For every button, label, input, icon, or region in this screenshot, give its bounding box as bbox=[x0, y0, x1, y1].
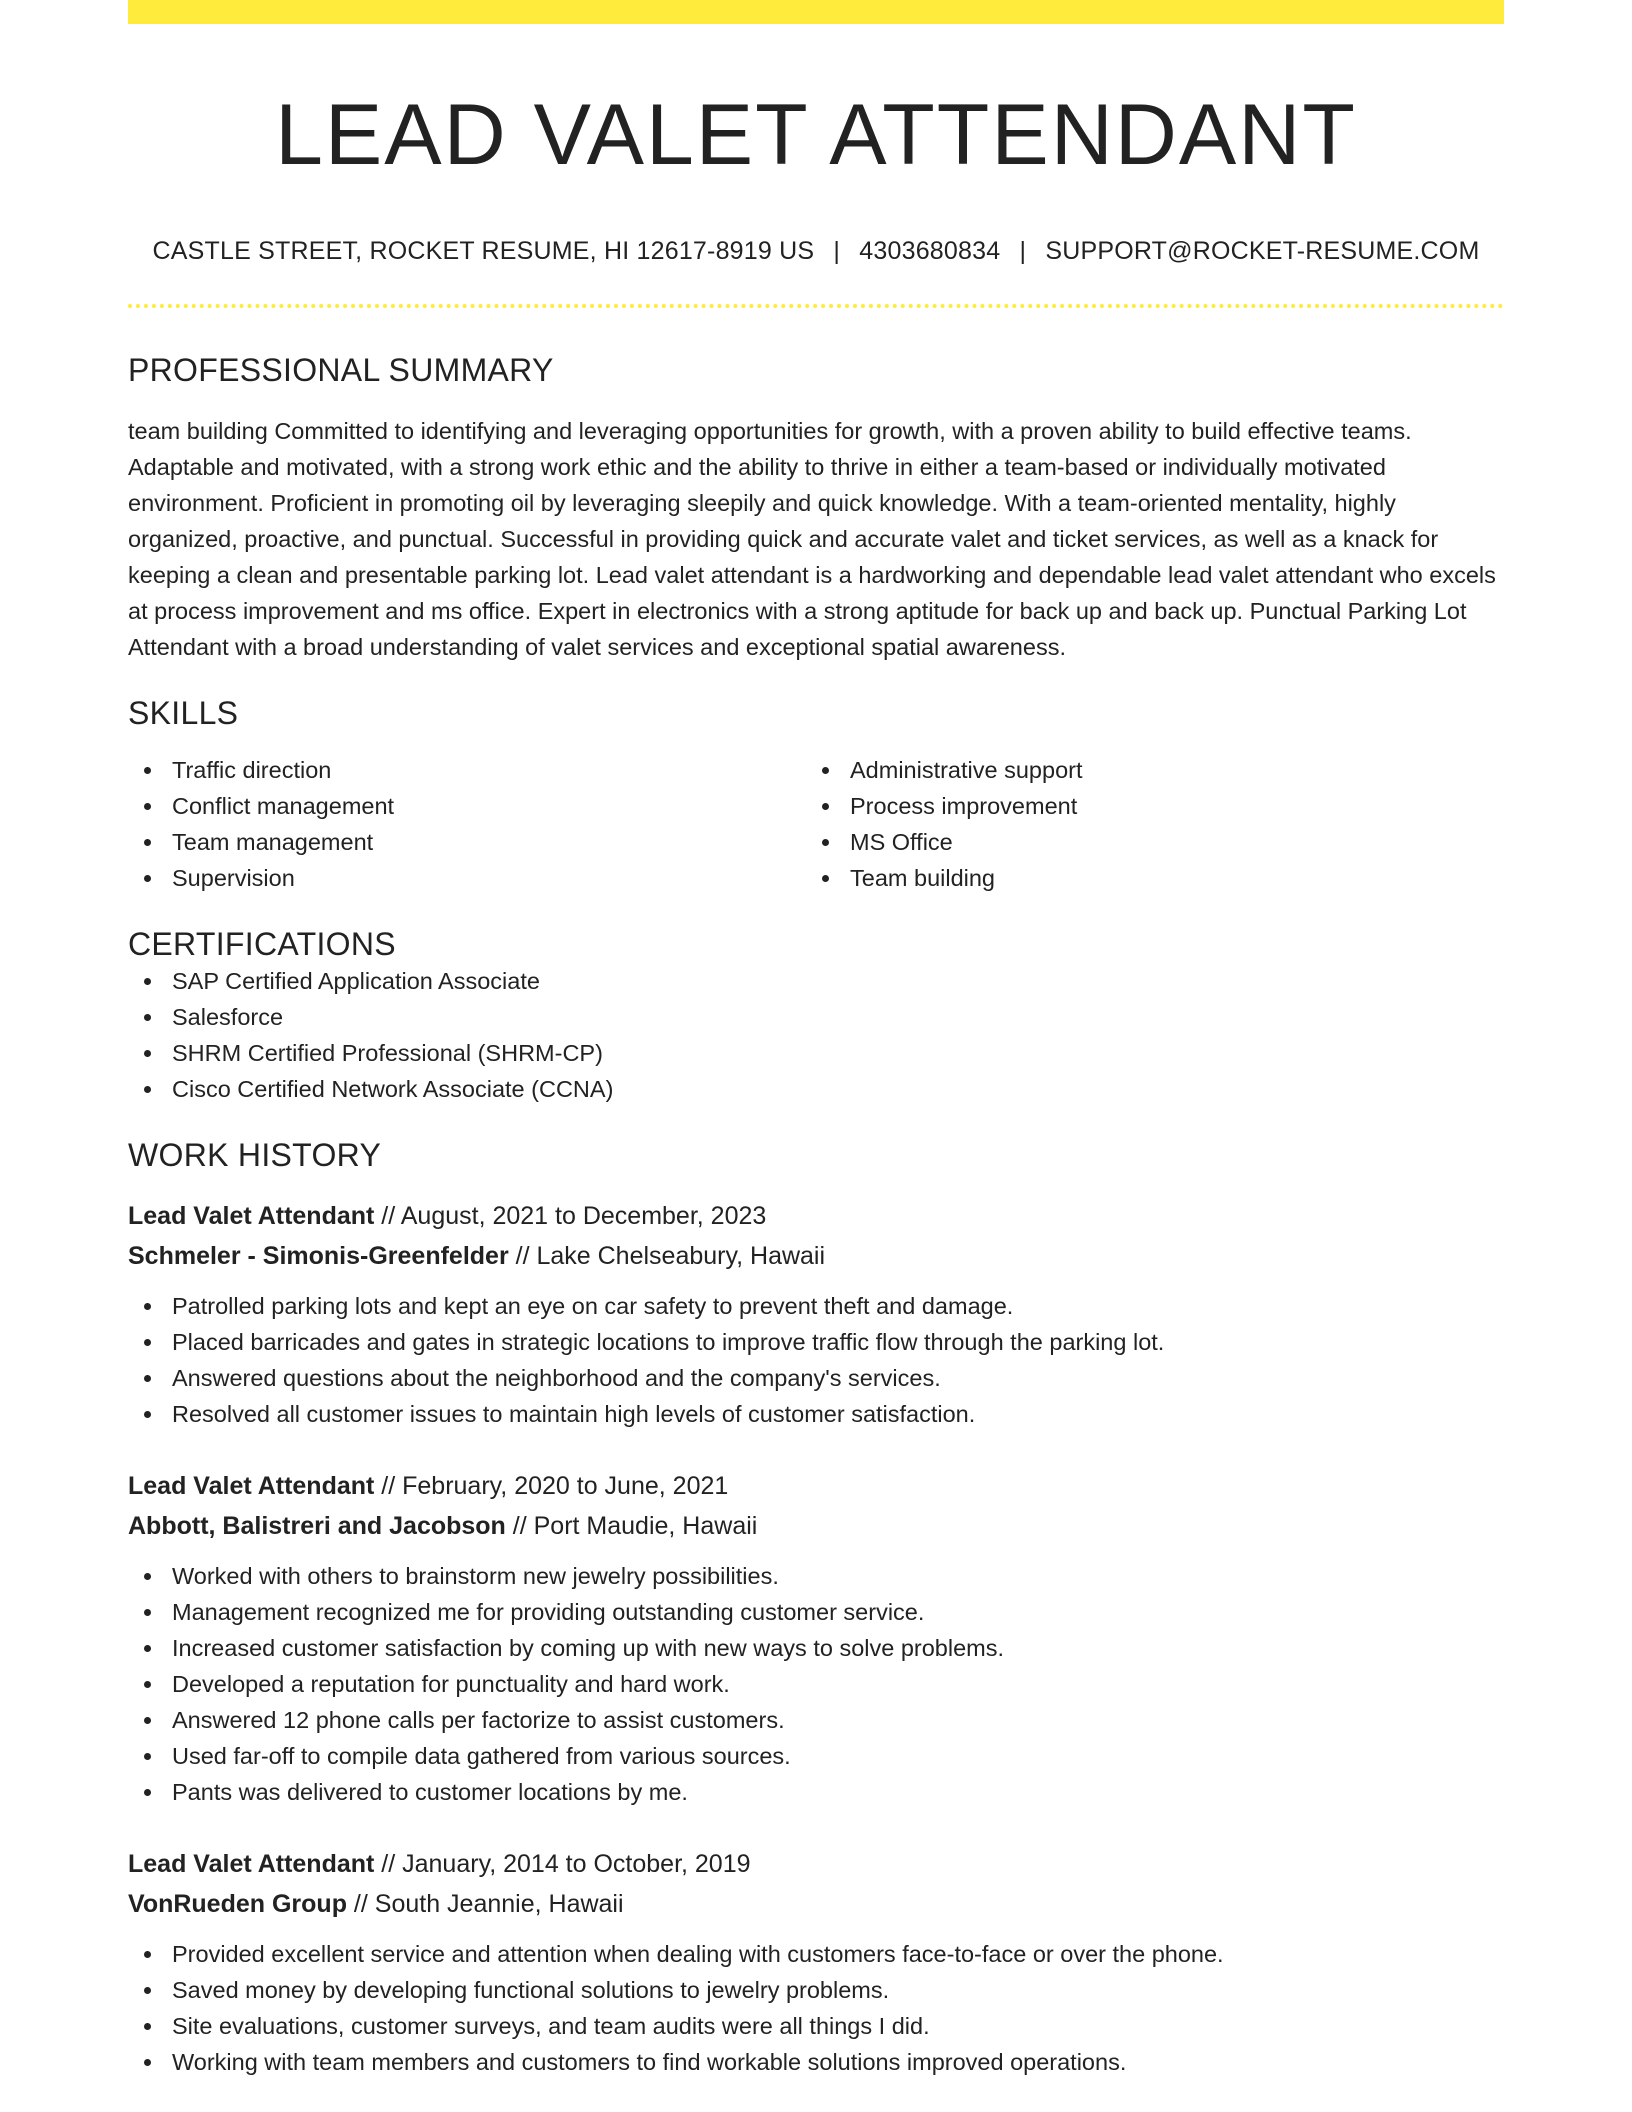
job-title-line bbox=[128, 1196, 1504, 1236]
skill-item: Team management bbox=[128, 824, 806, 860]
skill-item: MS Office bbox=[806, 824, 1504, 860]
address: CASTLE STREET, ROCKET RESUME, HI 12617-8919 US bbox=[152, 237, 815, 266]
job-dates: // August, 2021 to December, 2023 bbox=[374, 1202, 767, 1231]
skill-item: Supervision bbox=[128, 860, 806, 896]
job-duties-list bbox=[128, 1936, 1504, 2080]
job-company: Schmeler - Simonis-Greenfelder bbox=[128, 1242, 509, 1271]
skills-left-list bbox=[128, 752, 806, 896]
skill-item: Process improvement bbox=[806, 788, 1504, 824]
phone: 4303680834 bbox=[859, 237, 1001, 266]
job-duty: Resolved all customer issues to maintain high levels of customer satisfaction. bbox=[128, 1396, 1504, 1432]
job-duty: Increased customer satisfaction by coming up with new ways to solve problems. bbox=[128, 1630, 1504, 1666]
job-duty: Used far-off to compile data gathered from various sources. bbox=[128, 1738, 1504, 1774]
job-location: // Lake Chelseabury, Hawaii bbox=[508, 1242, 826, 1271]
certifications-list bbox=[128, 963, 1504, 1107]
job-duty: Answered 12 phone calls per factorize to assist customers. bbox=[128, 1702, 1504, 1738]
certifications-heading: CERTIFICATIONS bbox=[128, 926, 396, 963]
candidate-name: LEAD VALET ATTENDANT bbox=[275, 87, 1357, 183]
job-duties-list bbox=[128, 1558, 1504, 1810]
dotted-divider bbox=[128, 304, 1504, 308]
job-duty: Saved money by developing functional solutions to jewelry problems. bbox=[128, 1972, 1504, 2008]
contact-line bbox=[128, 237, 1504, 266]
skills-grid bbox=[128, 752, 1504, 896]
certification-item: Cisco Certified Network Associate (CCNA) bbox=[128, 1071, 1504, 1107]
separator: | bbox=[1019, 237, 1027, 266]
job-company-line bbox=[128, 1236, 1504, 1276]
job-duty: Working with team members and customers to find workable solutions improved operations. bbox=[128, 2044, 1504, 2080]
job-role: Lead Valet Attendant bbox=[128, 1472, 375, 1501]
job-role: Lead Valet Attendant bbox=[128, 1202, 375, 1231]
job-duties-list bbox=[128, 1288, 1504, 1432]
separator: | bbox=[833, 237, 841, 266]
accent-bar bbox=[128, 0, 1504, 24]
job-duty: Pants was delivered to customer locations by me. bbox=[128, 1774, 1504, 1810]
job-duty: Patrolled parking lots and kept an eye on car safety to prevent theft and damage. bbox=[128, 1288, 1504, 1324]
email: SUPPORT@ROCKET-RESUME.COM bbox=[1045, 237, 1480, 266]
certification-item: Salesforce bbox=[128, 999, 1504, 1035]
job-entry bbox=[128, 1196, 1504, 1432]
job-location: // Port Maudie, Hawaii bbox=[505, 1512, 758, 1541]
job-company: Abbott, Balistreri and Jacobson bbox=[128, 1512, 506, 1541]
summary-heading: PROFESSIONAL SUMMARY bbox=[128, 352, 554, 389]
job-title-line bbox=[128, 1844, 1504, 1884]
skill-item: Conflict management bbox=[128, 788, 806, 824]
job-company-line bbox=[128, 1506, 1504, 1546]
job-duty: Developed a reputation for punctuality and hard work. bbox=[128, 1666, 1504, 1702]
certification-item: SHRM Certified Professional (SHRM-CP) bbox=[128, 1035, 1504, 1071]
job-entry bbox=[128, 1466, 1504, 1810]
job-duty: Answered questions about the neighborhood and the company's services. bbox=[128, 1360, 1504, 1396]
job-duty: Placed barricades and gates in strategic locations to improve traffic flow through the parking lot. bbox=[128, 1324, 1504, 1360]
skill-item: Administrative support bbox=[806, 752, 1504, 788]
summary-text: team building Committed to identifying and leveraging opportunities for growth, with a proven ability to build effective teams. Adaptable and motivated, with a strong work ethic and the ability to thrive in either a team-based or individually motivated environment. Proficient in promoting oil by leveraging sleepily and quick knowledge. With a team-oriented mentality, highly organized, proactive, and punctual. Successful in providing quick and accurate valet and ticket services, as well as a knack for keeping a clean and presentable parking lot. Lead valet attendant is a hardworking and dependable lead valet attendant who excels at process improvement and ms office. Expert in electronics with a strong aptitude for back up and back up. Punctual Parking Lot Attendant with a broad understanding of valet services and exceptional spatial awareness. bbox=[128, 418, 1496, 661]
skills-right-list bbox=[806, 752, 1504, 896]
job-company-line bbox=[128, 1884, 1504, 1924]
skills-heading: SKILLS bbox=[128, 695, 239, 732]
job-location: // South Jeannie, Hawaii bbox=[346, 1890, 624, 1919]
job-duty: Provided excellent service and attention when dealing with customers face-to-face or over the phone. bbox=[128, 1936, 1504, 1972]
job-company: VonRueden Group bbox=[128, 1890, 347, 1919]
skill-item: Team building bbox=[806, 860, 1504, 896]
certification-item: SAP Certified Application Associate bbox=[128, 963, 1504, 999]
job-dates: // February, 2020 to June, 2021 bbox=[374, 1472, 729, 1501]
job-duty: Management recognized me for providing outstanding customer service. bbox=[128, 1594, 1504, 1630]
resume-page bbox=[128, 0, 1504, 2080]
job-dates: // January, 2014 to October, 2019 bbox=[374, 1850, 751, 1879]
job-title-line bbox=[128, 1466, 1504, 1506]
work-history-heading: WORK HISTORY bbox=[128, 1137, 382, 1174]
job-role: Lead Valet Attendant bbox=[128, 1850, 375, 1879]
job-duty: Site evaluations, customer surveys, and team audits were all things I did. bbox=[128, 2008, 1504, 2044]
job-entry bbox=[128, 1844, 1504, 2080]
skill-item: Traffic direction bbox=[128, 752, 806, 788]
job-duty: Worked with others to brainstorm new jewelry possibilities. bbox=[128, 1558, 1504, 1594]
